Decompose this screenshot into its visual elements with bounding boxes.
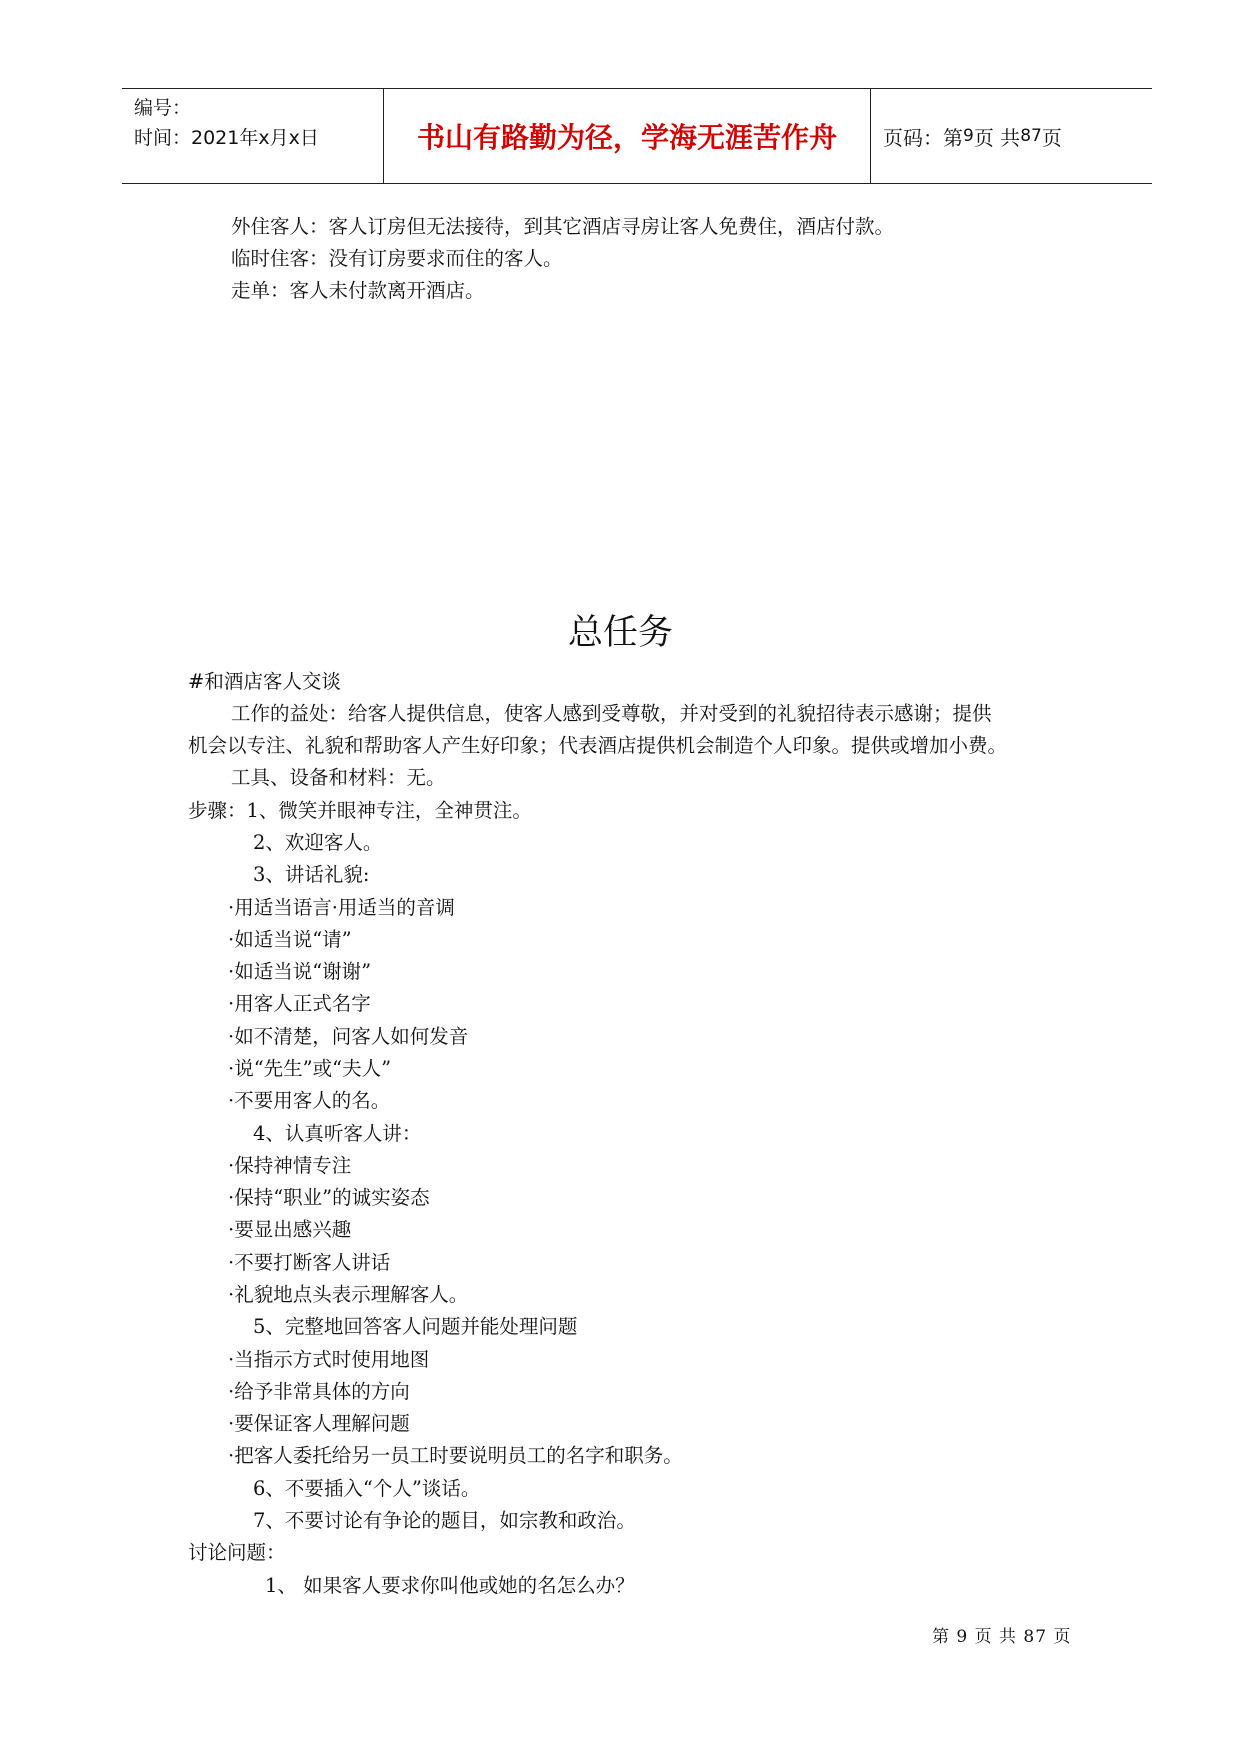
body-line: ·礼貌地点头表示理解客人。 <box>228 1283 469 1306</box>
body-line: ·要保证客人理解问题 <box>228 1412 410 1435</box>
number-label: 编号： <box>134 97 192 119</box>
body-line: ·说“先生”或“夫人” <box>228 1057 392 1080</box>
page-mid: 页 共 <box>973 125 1021 150</box>
page-prefix: 页码：第 <box>883 125 963 150</box>
body-line: ·不要打断客人讲话 <box>228 1251 391 1274</box>
body-line: ·用客人正式名字 <box>228 992 371 1015</box>
body-line: 机会以专注、礼貌和帮助客人产生好印象；代表酒店提供机会制造个人印象。提供或增加小费。 <box>188 734 1008 757</box>
header-table <box>122 88 1152 184</box>
body-line: ·如适当说“谢谢” <box>228 960 372 983</box>
body-line: 3、讲话礼貌: <box>253 863 370 886</box>
header-left-cell <box>122 89 384 183</box>
body-line: 4、认真听客人讲： <box>253 1122 422 1145</box>
body-line: #和酒店客人交谈 <box>188 670 341 693</box>
body-line: ·不要用客人的名。 <box>228 1089 391 1112</box>
body-line: ·把客人委托给另一员工时要说明员工的名字和职务。 <box>228 1444 683 1467</box>
body-line: 工作的益处：给客人提供信息，使客人感到受尊敬，并对受到的礼貌招待表示感谢；提供 <box>231 702 992 725</box>
body-line: ·如不清楚，问客人如何发音 <box>228 1025 469 1048</box>
body-line: 6、不要插入“个人”谈话。 <box>253 1477 481 1500</box>
body-line: ·给予非常具体的方向 <box>228 1380 410 1403</box>
header-motto: 书山有路勤为径，学海无涯苦作舟 <box>384 89 871 183</box>
body-line: 1、 如果客人要求你叫他或她的名怎么办？ <box>265 1574 635 1597</box>
page-current: 9 <box>963 126 974 146</box>
body-line: 步骤：1、微笑并眼神专注，全神贯注。 <box>188 799 532 822</box>
header-page-cell <box>871 89 1152 183</box>
body-line: 7、不要讨论有争论的题目，如宗教和政治。 <box>253 1509 636 1532</box>
body-line: ·当指示方式时使用地图 <box>228 1348 430 1371</box>
body-line: 5、完整地回答客人问题并能处理问题 <box>253 1315 578 1338</box>
page-total: 87 <box>1020 126 1042 146</box>
body-line: ·保持神情专注 <box>228 1154 352 1177</box>
body-line: 2、欢迎客人。 <box>253 831 383 854</box>
body-line: ·要显出感兴趣 <box>228 1218 352 1241</box>
body-line: ·如适当说“请” <box>228 928 352 951</box>
intro-line: 外住客人：客人订房但无法接待，到其它酒店寻房让客人免费住，酒店付款。 <box>231 215 895 238</box>
body-line: 讨论问题： <box>188 1541 286 1564</box>
intro-line: 临时住客：没有订房要求而住的客人。 <box>231 247 563 270</box>
intro-line: 走单：客人未付款离开酒店。 <box>231 279 485 302</box>
section-title: 总任务 <box>567 613 673 653</box>
time-label: 时间：2021年x月x日 <box>134 127 319 149</box>
page-footer: 第 9 页 共 87 页 <box>932 1627 1072 1647</box>
body-line: ·保持“职业”的诚实姿态 <box>228 1186 430 1209</box>
page-suffix: 页 <box>1041 125 1062 150</box>
body-line: ·用适当语言·用适当的音调 <box>228 896 455 919</box>
body-line: 工具、设备和材料：无。 <box>231 766 446 789</box>
